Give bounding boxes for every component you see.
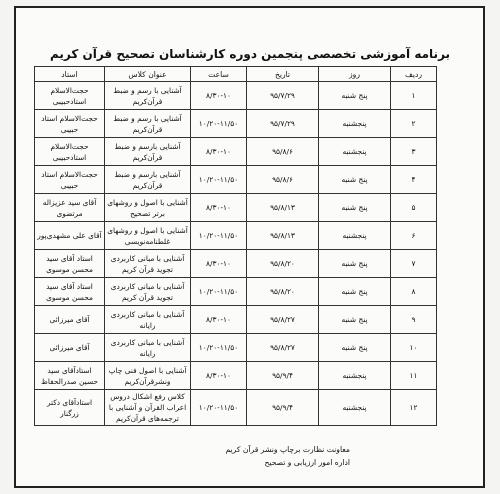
cell-teacher: حجت‌الاسلام استادحبیبی (35, 138, 105, 166)
cell-day: پنج شنبه (319, 166, 391, 194)
table-row (35, 278, 437, 306)
cell-teacher: حجت‌الاسلام استاد حبیبی (35, 110, 105, 138)
cell-teacher: آقای علی مشهدی‌پور (35, 222, 105, 250)
cell-date: ۹۵/۹/۴ (247, 362, 319, 390)
header-teacher: استاد (35, 67, 105, 82)
header-time: ساعت (191, 67, 247, 82)
cell-teacher: آقای میرزائی (35, 306, 105, 334)
cell-no: ۱۱ (391, 362, 437, 390)
cell-time: ۸/۳۰-۱۰ (191, 362, 247, 390)
cell-subject: آشنایی با مبانی کاربردی رایانه (105, 334, 191, 362)
table-row (35, 110, 437, 138)
cell-date: ۹۵/۸/۱۳ (247, 222, 319, 250)
cell-day: پنجشنبه (319, 138, 391, 166)
cell-teacher: استاد آقای سید محسن موسوی (35, 250, 105, 278)
cell-time: ۸/۳۰-۱۰ (191, 250, 247, 278)
cell-subject: آشنایی با اصول و روشهای برتر تصحیح (105, 194, 191, 222)
cell-time: ۱۰/۲۰-۱۱/۵۰ (191, 110, 247, 138)
footer-line-1: معاونت نظارت برچاپ ونشر قرآن کریم (225, 445, 350, 454)
table-header-row (35, 67, 437, 82)
table-row (35, 334, 437, 362)
schedule-table (34, 66, 437, 426)
cell-date: ۹۵/۸/۶ (247, 138, 319, 166)
cell-no: ۱۲ (391, 390, 437, 426)
cell-subject: آشنایی با رسم و ضبط قرآن‌کریم (105, 82, 191, 110)
cell-date: ۹۵/۷/۲۹ (247, 82, 319, 110)
footer-line-2: اداره امور ارزیابی و تصحیح (264, 458, 350, 467)
cell-date: ۹۵/۸/۱۳ (247, 194, 319, 222)
cell-day: پنج شنبه (319, 194, 391, 222)
cell-subject: آشنایی با رسم و ضبط قرآن‌کریم (105, 110, 191, 138)
cell-day: پنج شنبه (319, 250, 391, 278)
cell-time: ۸/۳۰-۱۰ (191, 82, 247, 110)
cell-date: ۹۵/۸/۲۰ (247, 250, 319, 278)
cell-teacher: حجت‌الاسلام استادحبیبی (35, 82, 105, 110)
cell-date: ۹۵/۸/۶ (247, 166, 319, 194)
cell-teacher: آقای میرزائی (35, 334, 105, 362)
table-row (35, 222, 437, 250)
cell-teacher: حجت‌الاسلام استاد حبیبی (35, 166, 105, 194)
cell-no: ۹ (391, 306, 437, 334)
cell-subject: آشنایی با مبانی کاربردی رایانه (105, 306, 191, 334)
cell-time: ۱۰/۲۰-۱۱/۵۰ (191, 278, 247, 306)
table-row (35, 194, 437, 222)
cell-no: ۱ (391, 82, 437, 110)
cell-teacher: استاد آقای سید محسن موسوی (35, 278, 105, 306)
cell-subject: آشنایی با اصول فنی چاپ ونشرقرآن‌کریم (105, 362, 191, 390)
cell-no: ۶ (391, 222, 437, 250)
cell-no: ۳ (391, 138, 437, 166)
cell-day: پنجشنبه (319, 222, 391, 250)
cell-time: ۱۰/۲۰-۱۱/۵۰ (191, 222, 247, 250)
cell-day: پنج شنبه (319, 306, 391, 334)
cell-day: پنجشنبه (319, 390, 391, 426)
cell-no: ۱۰ (391, 334, 437, 362)
cell-date: ۹۵/۸/۲۰ (247, 278, 319, 306)
cell-no: ۸ (391, 278, 437, 306)
cell-no: ۴ (391, 166, 437, 194)
cell-subject: آشنایی با مبانی کاربردی تجوید قرآن کریم (105, 278, 191, 306)
cell-day: پنجشنبه (319, 362, 391, 390)
cell-teacher: استادآقای سید حسین صدرالحفاظ (35, 362, 105, 390)
table-row (35, 166, 437, 194)
footer (50, 443, 350, 469)
cell-time: ۸/۳۰-۱۰ (191, 138, 247, 166)
cell-date: ۹۵/۷/۲۹ (247, 110, 319, 138)
cell-day: پنج شنبه (319, 334, 391, 362)
cell-time: ۸/۳۰-۱۰ (191, 306, 247, 334)
cell-day: پنج شنبه (319, 82, 391, 110)
cell-teacher: آقای سید عزیزاله مرتضوی (35, 194, 105, 222)
cell-no: ۲ (391, 110, 437, 138)
table-row (35, 362, 437, 390)
table-row (35, 250, 437, 278)
cell-subject: آشنایی با مبانی کاربردی تجوید قرآن کریم (105, 250, 191, 278)
header-no: ردیف (391, 67, 437, 82)
table-row (35, 82, 437, 110)
cell-no: ۷ (391, 250, 437, 278)
cell-time: ۸/۳۰-۱۰ (191, 194, 247, 222)
cell-subject: آشنایی بارسم و ضبط قرآن‌کریم (105, 138, 191, 166)
cell-subject: کلاس رفع اشکال دروس اعراب القرآن و آشنایی با ترجمه‌های قرآن‌کریم (105, 390, 191, 426)
cell-subject: آشنایی با اصول و روشهای غلطنامه‌نویسی (105, 222, 191, 250)
cell-no: ۵ (391, 194, 437, 222)
header-day: روز (319, 67, 391, 82)
cell-date: ۹۵/۸/۲۷ (247, 306, 319, 334)
table-row (35, 138, 437, 166)
cell-time: ۱۰/۲۰-۱۱/۵۰ (191, 166, 247, 194)
cell-date: ۹۵/۸/۲۷ (247, 334, 319, 362)
cell-day: پنجشنبه (319, 110, 391, 138)
table-row (35, 390, 437, 426)
cell-date: ۹۵/۹/۴ (247, 390, 319, 426)
header-subject: عنوان کلاس (105, 67, 191, 82)
cell-time: ۱۰/۲۰-۱۱/۵۰ (191, 334, 247, 362)
document-title: برنامه آموزشی تخصصی پنجمین دوره کارشناسان تصحیح قرآن کریم (49, 47, 451, 61)
cell-time: ۱۰/۲۰-۱۱/۵۰ (191, 390, 247, 426)
cell-teacher: استادآقای دکتر زرگنار (35, 390, 105, 426)
header-date: تاریخ (247, 67, 319, 82)
table-row (35, 306, 437, 334)
cell-subject: آشنایی بارسم و ضبط قرآن‌کریم (105, 166, 191, 194)
cell-day: پنج شنبه (319, 278, 391, 306)
